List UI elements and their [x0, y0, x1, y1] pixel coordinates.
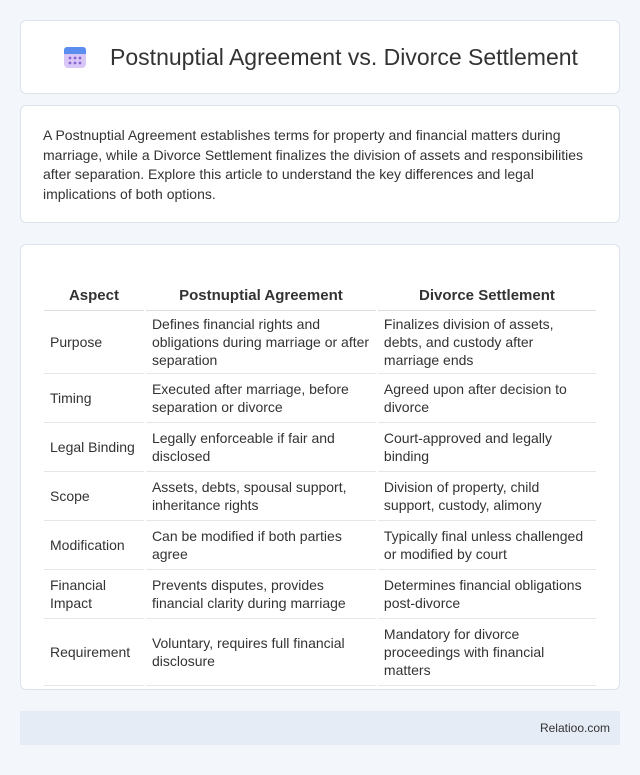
footer [20, 711, 620, 745]
row-divorce: Division of property, child support, custody, alimony [378, 472, 596, 521]
table-row [44, 374, 596, 423]
column-header-aspect: Aspect [44, 267, 144, 311]
row-aspect: Modification [44, 521, 144, 570]
header [21, 21, 619, 93]
row-aspect: Purpose [44, 311, 144, 374]
calendar-icon [62, 44, 88, 70]
row-postnuptial: Voluntary, requires full financial disclosure [146, 619, 376, 686]
row-divorce: Court-approved and legally binding [378, 423, 596, 472]
table-row [44, 472, 596, 521]
page-title: Postnuptial Agreement vs. Divorce Settlement [110, 43, 578, 70]
row-aspect: Requirement [44, 619, 144, 686]
row-divorce: Mandatory for divorce proceedings with financial matters [378, 619, 596, 686]
intro-paragraph: A Postnuptial Agreement establishes terms for property and financial matters during marriage, while a Divorce Settlement finalizes the division of assets and responsibilities after separation. Explore this article to understand the key differences and legal implications of both options. [43, 127, 584, 202]
row-divorce: Determines financial obligations post-divorce [378, 570, 596, 619]
row-postnuptial: Executed after marriage, before separation or divorce [146, 374, 376, 423]
row-postnuptial: Assets, debts, spousal support, inheritance rights [146, 472, 376, 521]
table-row [44, 619, 596, 686]
table-header-row [44, 267, 596, 311]
table-row [44, 521, 596, 570]
row-divorce: Finalizes division of assets, debts, and custody after marriage ends [378, 311, 596, 374]
table-row [44, 570, 596, 619]
footer-brand: Relatioo.com [539, 721, 610, 735]
row-postnuptial: Prevents disputes, provides financial clarity during marriage [146, 570, 376, 619]
row-aspect: Timing [44, 374, 144, 423]
row-postnuptial: Legally enforceable if fair and disclosed [146, 423, 376, 472]
row-divorce: Agreed upon after decision to divorce [378, 374, 596, 423]
row-postnuptial: Can be modified if both parties agree [146, 521, 376, 570]
table-row [44, 423, 596, 472]
intro-card [20, 105, 620, 223]
header-card [20, 20, 620, 94]
row-aspect: Scope [44, 472, 144, 521]
column-header-divorce: Divorce Settlement [378, 267, 596, 311]
column-header-postnuptial: Postnuptial Agreement [146, 267, 376, 311]
row-aspect: Legal Binding [44, 423, 144, 472]
comparison-table [42, 267, 598, 686]
row-divorce: Typically final unless challenged or modified by court [378, 521, 596, 570]
comparison-card [20, 244, 620, 690]
row-postnuptial: Defines financial rights and obligations during marriage or after separation [146, 311, 376, 374]
table-row [44, 311, 596, 374]
row-aspect: Financial Impact [44, 570, 144, 619]
